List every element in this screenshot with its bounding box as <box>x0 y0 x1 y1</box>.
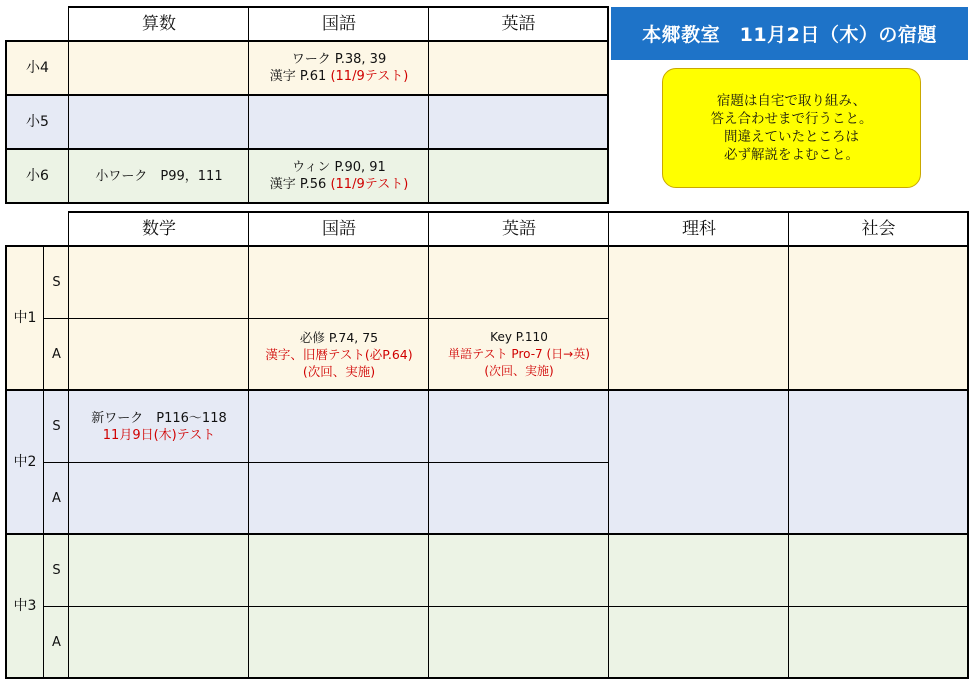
cell-text-line: 漢字 P.61 (11/9テスト) <box>269 69 409 84</box>
cell-sho6-sansu: 小ワーク P99，111 <box>95 168 223 184</box>
grade-label-sho6: 小6 <box>26 167 49 184</box>
cell-sho4-kokugo <box>249 41 429 95</box>
header-shakai: 社会 <box>861 218 896 239</box>
cell-text-line: ウィン P.90, 91 <box>292 160 386 175</box>
level-label-chu1-a: A <box>52 346 61 362</box>
header-kokugo: 国語 <box>322 13 356 34</box>
grade-label-chu1: 中1 <box>13 309 37 326</box>
grade-label-sho5: 小5 <box>26 113 49 130</box>
header-rika: 理科 <box>682 218 716 239</box>
page-title: 本郷教室 11月2日（木）の宿題 <box>611 7 968 60</box>
cell-text-line: ワーク P.38, 39 <box>291 52 387 67</box>
cell-chu1a-kokugo <box>249 318 429 390</box>
cell-text-line: 必修 P.74, 75 <box>299 329 379 345</box>
cell-red-line: 11月9日(木)テスト <box>102 428 216 443</box>
grade-label-sho4: 小4 <box>26 59 49 76</box>
header-eigo-jr: 英語 <box>502 218 536 239</box>
grade-label-chu2: 中2 <box>13 453 37 470</box>
grade-label-chu3: 中3 <box>13 597 37 614</box>
note-line: 必ず解説をよむこと。 <box>724 147 859 163</box>
header-sugaku: 数学 <box>142 218 176 239</box>
cell-text-line: Key P.110 <box>490 329 548 344</box>
level-label-chu2-s: S <box>52 418 61 434</box>
cell-text-line: 新ワーク P116～118 <box>91 411 227 426</box>
level-label-chu2-a: A <box>52 490 61 506</box>
note-line: 宿題は自宅で取り組み、 <box>716 93 867 109</box>
level-label-chu3-s: S <box>52 562 61 578</box>
level-label-chu3-a: A <box>52 634 61 650</box>
cell-red-line: (次回、実施) <box>484 363 554 378</box>
row-bg-sho5 <box>6 95 608 149</box>
cell-sho6-kokugo <box>249 149 429 203</box>
cell-red-line: 単語テスト Pro-7 (日→英) <box>448 346 590 361</box>
note-line: 答え合わせまで行うこと。 <box>710 111 873 127</box>
level-label-chu1-s: S <box>52 274 61 290</box>
cell-chu2s-sugaku <box>69 390 249 462</box>
cell-red-line: (次回、実施) <box>302 363 376 379</box>
cell-chu1a-eigo <box>429 318 609 390</box>
header-sansu: 算数 <box>142 13 176 34</box>
header-eigo: 英語 <box>501 13 536 34</box>
cell-text-line: 漢字 P.56 (11/9テスト) <box>269 177 409 192</box>
note-line: 間違えていたところは <box>724 129 859 145</box>
homework-note <box>662 68 921 188</box>
cell-red-line: 漢字、旧暦テスト(必P.64) <box>265 346 413 362</box>
header-kokugo-jr: 国語 <box>322 218 356 239</box>
